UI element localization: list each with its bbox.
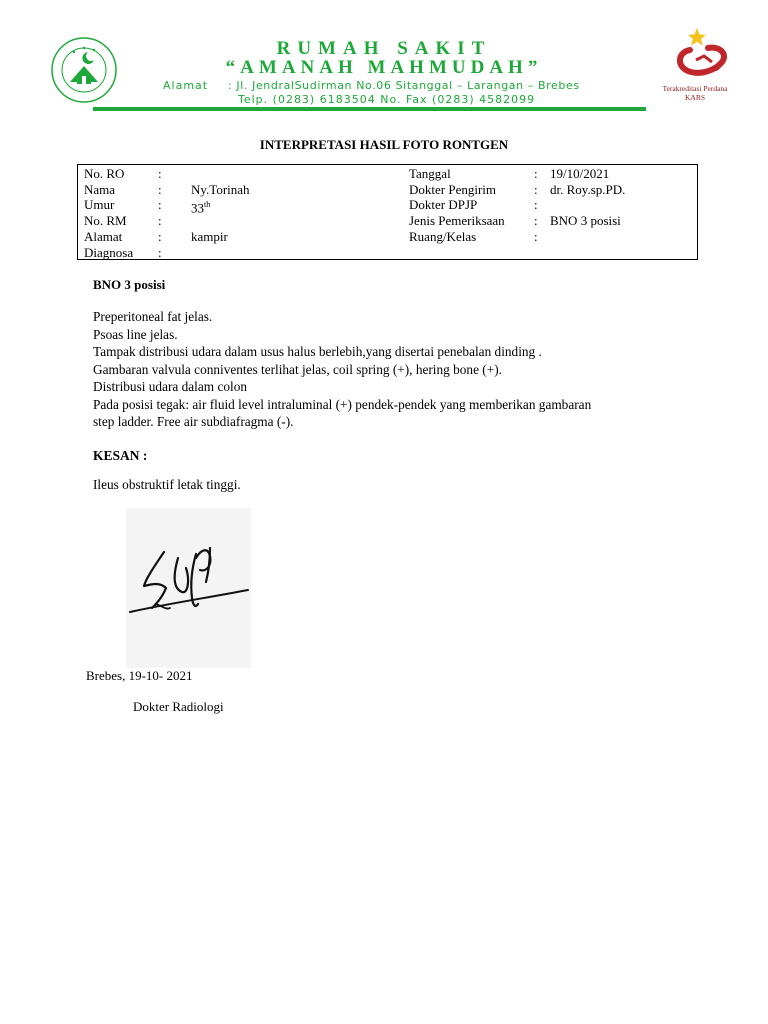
signer-role: Dokter Radiologi [133,699,224,714]
findings-block [93,308,591,431]
value-umur-suffix: th [204,200,211,209]
label-dokter-pengirim: Dokter Pengirim [409,182,497,197]
finding-line: step ladder. Free air subdiafragma (-). [93,414,294,429]
finding-line: Psoas line jelas. [93,326,178,342]
exam-heading: BNO 3 posisi [93,277,166,292]
sep: : [158,245,162,260]
sep: : [158,182,162,197]
sep: : [158,197,162,212]
hospital-type: RUMAH SAKIT [276,38,492,59]
value-nama: Ny.Torinah [191,182,250,197]
label-ruang-kelas: Ruang/Kelas [409,229,477,244]
label-alamat: Alamat [84,229,123,244]
finding-line: Distribusi udara dalam colon [93,379,247,394]
accreditation-logo [668,26,740,76]
sep: : [534,229,538,244]
phone-text: Telp. (0283) 6183504 No. Fax (0283) 4582099 [238,93,536,106]
label-diagnosa: Diagnosa [84,245,134,260]
accreditation-label: Terakreditasi Perdana KARS [662,84,728,102]
label-jenis-pemeriksaan: Jenis Pemeriksaan [409,213,505,228]
kesan-text: Ileus obstruktif letak tinggi. [93,477,241,492]
signing-place-date: Brebes, 19-10- 2021 [86,668,193,683]
address-label: Alamat [163,79,209,92]
sep: : [534,197,538,212]
value-umur: 33th [191,200,211,216]
patient-info-table [77,164,698,260]
sep: : [534,182,538,197]
label-nama: Nama [84,182,116,197]
finding-line: Pada posisi tegak: air fluid level intraluminal (+) pendek-pendek yang memberikan gambaran [93,396,592,412]
finding-line: Tampak distribusi udara dalam usus halus berlebih,yang disertai penebalan dinding . [93,344,542,359]
sep: : [534,166,538,181]
value-alamat: kampir [191,229,228,244]
header-divider [93,107,646,111]
sep: : [158,166,162,181]
finding-line: Preperitoneal fat jelas. [93,309,213,324]
sep: : [158,229,162,244]
value-jenis-pemeriksaan: BNO 3 posisi [550,213,621,228]
document-title: INTERPRETASI HASIL FOTO RONTGEN [259,137,509,152]
value-tanggal: 19/10/2021 [550,166,610,181]
hospital-logo [50,36,118,104]
label-dokter-dpjp: Dokter DPJP [409,197,478,212]
address-text: : Jl. JendralSudirman No.06 Sitanggal – Larangan – Brebes [228,79,580,92]
sep: : [534,213,538,228]
label-no-rm: No. RM [84,213,127,228]
signature-image [126,508,251,668]
finding-line: Gambaran valvula conniventes terlihat jelas, coil spring (+), hering bone (+). [93,361,502,377]
value-dokter-pengirim: dr. Roy.sp.PD. [550,182,626,197]
hospital-name: “AMANAH MAHMUDAH” [225,57,543,78]
kesan-heading: KESAN : [93,448,148,463]
sep: : [158,213,162,228]
label-tanggal: Tanggal [409,166,451,181]
label-umur: Umur [84,197,115,212]
label-no-ro: No. RO [84,166,125,181]
